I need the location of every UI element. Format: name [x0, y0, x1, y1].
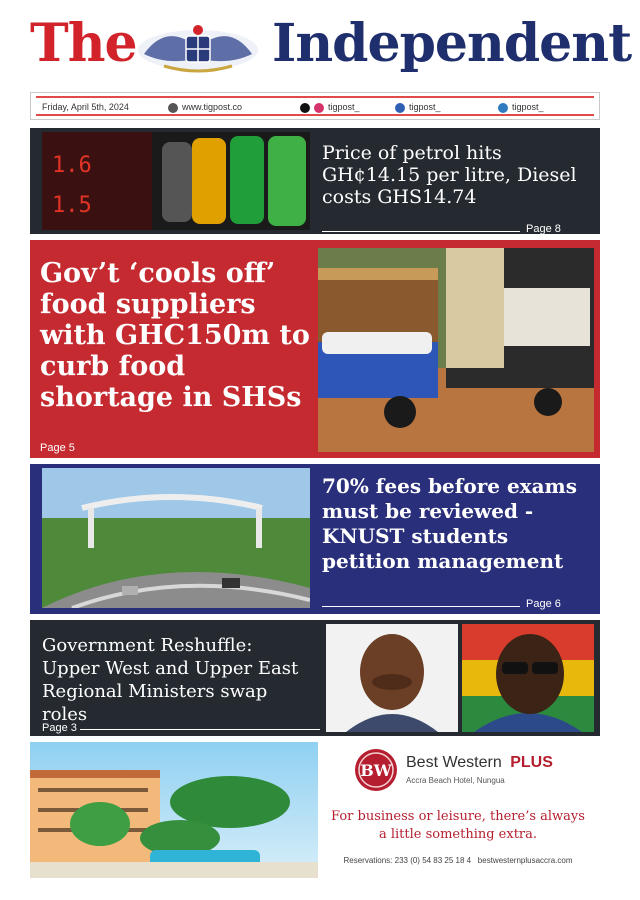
ad-reservations[interactable]: Reservations: 233 (0) 54 83 25 18 4 bestwesternplusaccra.com	[343, 856, 573, 865]
story-knust-headline[interactable]: 70% fees before exams must be reviewed - KNUST students petition management	[322, 474, 577, 573]
hotel-photo	[30, 742, 318, 878]
masthead-the: The	[30, 13, 137, 74]
best-western-badge	[354, 748, 398, 792]
ad-tagline-line-2: a little something extra.	[378, 827, 538, 842]
ad-tagline-line-1: For business or leisure, there’s always	[331, 809, 585, 824]
ad-tagline	[318, 808, 598, 844]
coat-of-arms-icon	[134, 20, 262, 76]
best-western-brand-line	[406, 754, 553, 772]
story-reshuffle-page[interactable]: Page 3	[42, 722, 77, 734]
svg-text:1.6: 1.6	[52, 153, 92, 178]
story-knust-rule	[322, 606, 520, 607]
website-group	[168, 101, 242, 113]
best-western-plus: PLUS	[510, 754, 553, 771]
story-petrol-headline[interactable]: Price of petrol hits GH¢14.15 per litre, Diesel costs GHS14.74	[322, 142, 577, 208]
story-reshuffle-rule	[80, 729, 320, 730]
linkedin-icon	[498, 103, 508, 113]
hotel-subtitle: Accra Beach Hotel, Nungua	[406, 776, 505, 785]
minister-right-photo	[462, 624, 594, 732]
instagram-icon	[314, 103, 324, 113]
minister-left-photo	[326, 624, 458, 732]
knust-gate-photo	[42, 468, 310, 608]
best-western-badge-text: BW	[360, 761, 392, 780]
x-instagram-handle[interactable]: tigpost_	[328, 102, 360, 112]
story-petrol-page[interactable]: Page 8	[526, 223, 561, 235]
linkedin-handle[interactable]: tigpost_	[512, 102, 544, 112]
story-knust-page[interactable]: Page 6	[526, 598, 561, 610]
x-instagram-group	[300, 101, 360, 113]
story-food-page[interactable]: Page 5	[40, 442, 75, 454]
issue-date: Friday, April 5th, 2024	[42, 102, 129, 112]
globe-icon	[168, 103, 178, 113]
masthead-independent: Independent	[272, 13, 632, 74]
website-link[interactable]: www.tigpost.co	[182, 102, 243, 112]
linkedin-group	[498, 101, 544, 113]
story-food-headline[interactable]: Gov’t ‘cools off’ food suppliers with GHC150m to curb food shortage in SHSs	[40, 258, 310, 413]
food-truck-photo	[318, 248, 594, 452]
facebook-handle[interactable]: tigpost_	[409, 102, 441, 112]
fuel-pump-photo	[42, 132, 310, 230]
story-reshuffle-headline[interactable]: Government Reshuffle: Upper West and Upper East Regional Ministers swap roles	[42, 635, 299, 725]
x-icon	[300, 103, 310, 113]
facebook-group	[395, 101, 441, 113]
story-petrol-rule	[322, 231, 520, 232]
svg-text:1.5: 1.5	[52, 193, 92, 218]
facebook-icon	[395, 103, 405, 113]
best-western-brand: Best Western	[406, 754, 502, 771]
